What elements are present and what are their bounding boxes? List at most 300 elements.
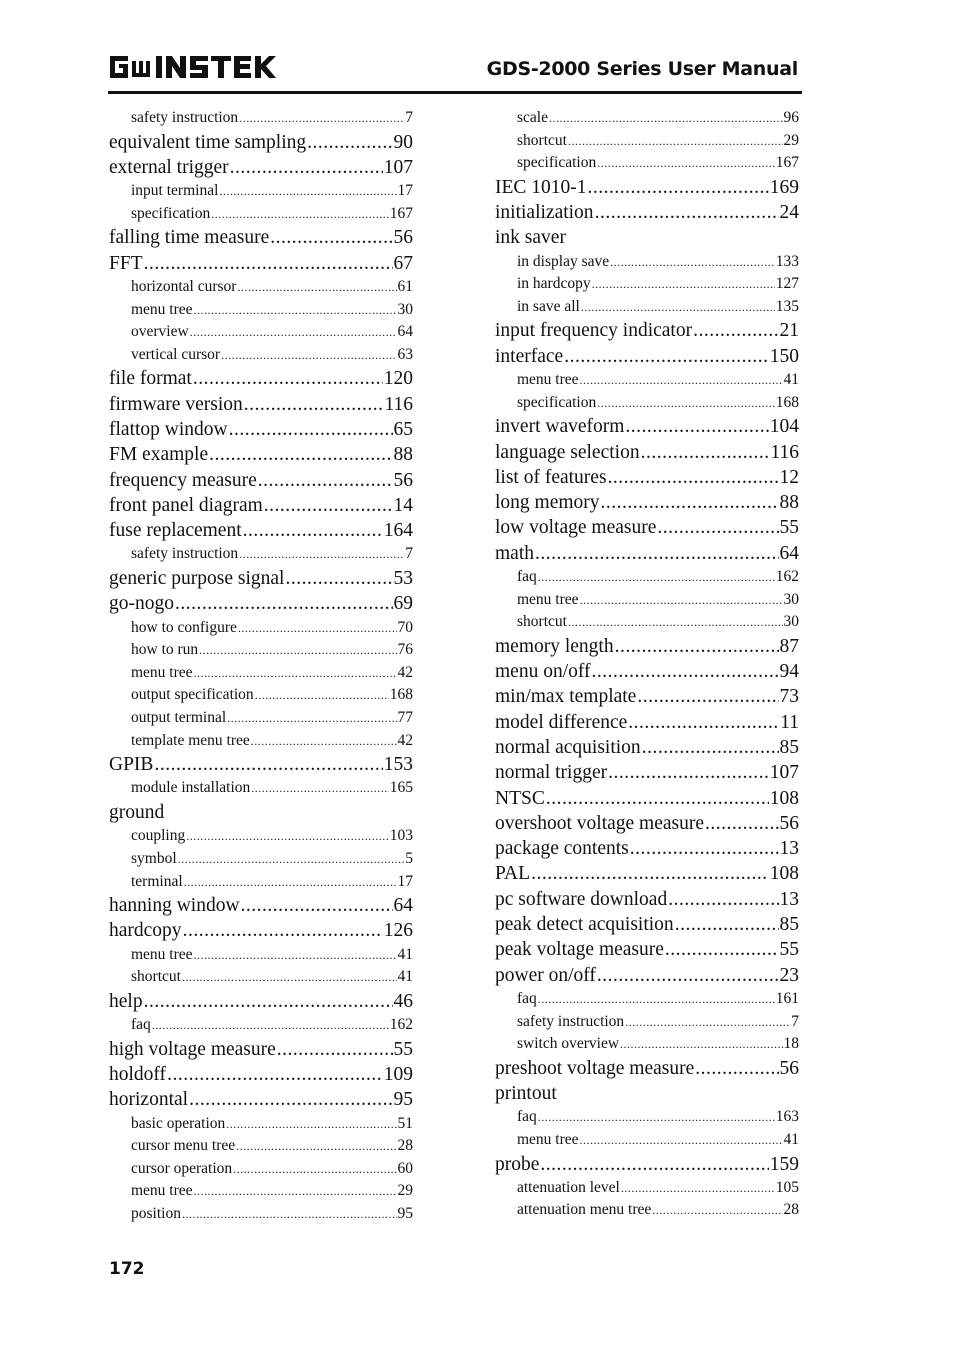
dot-leader	[568, 130, 783, 153]
index-page-number: 7	[791, 1012, 799, 1030]
index-term: output terminal	[131, 708, 227, 726]
index-term: go-nogo	[109, 593, 174, 615]
index-entry	[495, 912, 799, 937]
dot-leader	[236, 1135, 396, 1158]
index-subentry	[495, 1129, 799, 1152]
index-column-left	[109, 107, 413, 1226]
index-page-number: 41	[397, 968, 413, 986]
index-term: invert waveform	[495, 416, 625, 438]
dot-leader	[615, 634, 779, 659]
dot-leader	[657, 515, 778, 540]
index-term: model difference	[495, 711, 628, 733]
dot-leader	[601, 490, 779, 515]
index-term: coupling	[131, 827, 186, 845]
index-entry	[495, 1152, 799, 1177]
index-subentry	[495, 589, 799, 612]
index-term: specification	[131, 204, 211, 222]
index-subentry	[109, 825, 413, 848]
index-entry	[109, 493, 413, 518]
index-entry	[109, 1037, 413, 1062]
dot-leader	[230, 155, 383, 180]
index-page-number: 120	[383, 368, 413, 390]
index-term: menu tree	[517, 1130, 579, 1148]
index-term: FFT	[109, 252, 143, 274]
index-term: how to configure	[131, 618, 237, 636]
index-page-number: 53	[393, 568, 413, 590]
index-subentry	[109, 543, 413, 566]
dot-leader	[531, 861, 769, 886]
index-term: overshoot voltage measure	[495, 812, 705, 834]
index-term: scale	[517, 109, 548, 126]
index-page-number: 150	[769, 345, 799, 367]
index-page-number: 108	[769, 863, 799, 885]
index-term: package contents	[495, 838, 629, 860]
dot-leader	[595, 200, 779, 225]
index-subentry	[495, 369, 799, 392]
index-page-number: 95	[393, 1089, 413, 1111]
dot-leader	[285, 566, 392, 591]
index-page-number: 69	[393, 593, 413, 615]
dot-leader	[642, 735, 779, 760]
dot-leader	[693, 318, 778, 343]
index-term: safety instruction	[131, 109, 239, 126]
index-subentry	[109, 1014, 413, 1037]
index-column-right	[495, 107, 799, 1222]
index-entry	[495, 659, 799, 684]
index-subentry	[109, 203, 413, 226]
index-entry	[495, 760, 799, 785]
index-term: template menu tree	[131, 731, 250, 749]
index-page-number: 85	[779, 914, 799, 936]
index-term: cursor operation	[131, 1159, 233, 1177]
index-term: equivalent time sampling	[109, 131, 307, 153]
index-entry	[495, 710, 799, 735]
index-entry	[495, 861, 799, 886]
index-page-number: 60	[397, 1159, 413, 1177]
index-term: menu tree	[517, 371, 579, 389]
dot-leader	[665, 937, 779, 962]
dot-leader	[239, 543, 404, 566]
index-page-number: 116	[770, 441, 799, 463]
index-term: hanning window	[109, 895, 240, 917]
dot-leader	[592, 659, 779, 684]
index-page-number: 17	[397, 182, 413, 200]
index-entry	[495, 1081, 799, 1106]
dot-leader	[270, 225, 392, 250]
index-subentry	[109, 344, 413, 367]
index-page-number: 30	[397, 300, 413, 318]
index-page-number: 87	[779, 635, 799, 657]
dot-leader	[540, 1152, 768, 1177]
dot-leader	[546, 786, 769, 811]
dot-leader	[194, 944, 397, 967]
index-term: language selection	[495, 441, 640, 463]
index-subentry	[109, 730, 413, 753]
index-term: FM example	[109, 444, 209, 466]
index-subentry	[495, 273, 799, 296]
index-page-number: 95	[397, 1205, 413, 1223]
dot-leader	[625, 414, 768, 439]
index-subentry	[109, 617, 413, 640]
index-page-number: 56	[393, 469, 413, 491]
index-page-number: 88	[779, 492, 799, 514]
index-subentry	[495, 566, 799, 589]
index-subentry	[109, 1135, 413, 1158]
dot-leader	[641, 440, 770, 465]
dot-leader	[695, 1056, 778, 1081]
index-page-number: 56	[779, 812, 799, 834]
index-term: hardcopy	[109, 920, 182, 942]
dot-leader	[588, 175, 769, 200]
dot-leader	[538, 988, 775, 1011]
index-entry	[495, 684, 799, 709]
index-entry	[109, 225, 413, 250]
index-term: ground	[109, 802, 165, 824]
index-entry	[109, 392, 413, 417]
index-term: position	[131, 1205, 181, 1223]
dot-leader	[243, 518, 383, 543]
index-subentry	[495, 130, 799, 153]
index-term: falling time measure	[109, 227, 270, 249]
index-subentry	[109, 1180, 413, 1203]
index-term: high voltage measure	[109, 1038, 276, 1060]
index-page-number: 96	[783, 109, 799, 126]
dot-leader	[178, 848, 405, 871]
dot-leader	[608, 760, 769, 785]
index-subentry	[109, 777, 413, 800]
index-term: horizontal cursor	[131, 277, 237, 295]
index-entry	[495, 735, 799, 760]
index-entry	[495, 200, 799, 225]
index-page-number: 55	[779, 517, 799, 539]
index-term: input frequency indicator	[495, 320, 693, 342]
dot-leader	[255, 684, 389, 707]
index-term: attenuation level	[517, 1178, 620, 1196]
index-page-number: 41	[783, 371, 799, 389]
index-page-number: 41	[783, 1130, 799, 1148]
dot-leader	[244, 392, 384, 417]
dot-leader	[637, 684, 778, 709]
index-term: holdoff	[109, 1064, 167, 1086]
dot-leader	[184, 871, 397, 894]
index-page-number: 153	[383, 754, 413, 776]
index-page-number: 169	[769, 176, 799, 198]
index-term: peak detect acquisition	[495, 914, 674, 936]
index-subentry	[109, 684, 413, 707]
index-page-number: 51	[397, 1114, 413, 1132]
dot-leader	[175, 591, 393, 616]
index-page-number: 56	[779, 1057, 799, 1079]
dot-leader	[668, 887, 778, 912]
index-entry	[109, 366, 413, 391]
index-entry	[109, 1062, 413, 1087]
index-entry	[109, 989, 413, 1014]
index-subentry	[109, 1203, 413, 1226]
index-term: flattop window	[109, 418, 228, 440]
index-term: faq	[517, 568, 537, 586]
index-term: list of features	[495, 466, 607, 488]
index-term: switch overview	[517, 1035, 620, 1053]
dot-leader	[597, 152, 775, 175]
index-term: safety instruction	[131, 545, 239, 563]
index-page-number: 28	[397, 1137, 413, 1155]
index-entry	[109, 566, 413, 591]
dot-leader	[152, 1014, 389, 1037]
index-page-number: 109	[383, 1064, 413, 1086]
index-term: firmware version	[109, 393, 243, 415]
index-term: front panel diagram	[109, 494, 263, 516]
index-subentry	[109, 848, 413, 871]
index-term: long memory	[495, 492, 600, 514]
dot-leader	[227, 707, 396, 730]
index-term: external trigger	[109, 156, 229, 178]
index-term: overview	[131, 323, 189, 341]
index-subentry	[495, 1106, 799, 1129]
index-term: peak voltage measure	[495, 939, 664, 961]
index-page-number: 41	[397, 945, 413, 963]
dot-leader	[597, 392, 775, 415]
index-term: shortcut	[131, 968, 181, 986]
index-page-number: 7	[405, 545, 413, 563]
index-page-number: 56	[393, 227, 413, 249]
index-page-number: 85	[779, 736, 799, 758]
dot-leader	[167, 1062, 383, 1087]
index-page-number: 108	[769, 787, 799, 809]
index-page-number: 76	[397, 641, 413, 659]
index-term: symbol	[131, 849, 177, 867]
index-entry	[495, 811, 799, 836]
dot-leader	[621, 1177, 775, 1200]
dot-leader	[211, 203, 389, 226]
index-term: ink saver	[495, 227, 566, 249]
index-term: menu tree	[131, 663, 193, 681]
index-subentry	[495, 296, 799, 319]
dot-leader	[154, 752, 382, 777]
index-page-number: 168	[775, 393, 799, 411]
index-page-number: 11	[780, 711, 799, 733]
dot-leader	[277, 1037, 393, 1062]
index-entry	[495, 414, 799, 439]
index-term: attenuation menu tree	[517, 1201, 652, 1219]
dot-leader	[233, 1158, 396, 1181]
index-page-number: 103	[389, 827, 413, 845]
index-entry	[109, 893, 413, 918]
index-term: in save all	[517, 297, 580, 315]
index-entry	[109, 251, 413, 276]
index-page-number: 163	[775, 1108, 799, 1126]
dot-leader	[258, 468, 393, 493]
index-page-number: 65	[393, 418, 413, 440]
index-entry	[495, 1056, 799, 1081]
index-page-number: 63	[397, 345, 413, 363]
index-term: terminal	[131, 872, 183, 890]
index-entry	[495, 318, 799, 343]
index-page-number: 159	[769, 1153, 799, 1175]
index-page-number: 64	[779, 542, 799, 564]
index-page-number: 107	[383, 156, 413, 178]
index-page-number: 107	[769, 762, 799, 784]
index-entry	[495, 937, 799, 962]
index-subentry	[109, 871, 413, 894]
index-subentry	[495, 107, 799, 130]
index-entry	[495, 836, 799, 861]
index-entry	[109, 1087, 413, 1112]
dot-leader	[182, 966, 397, 989]
index-entry	[495, 634, 799, 659]
index-page-number: 24	[779, 202, 799, 224]
dot-leader	[239, 107, 404, 130]
index-term: menu on/off	[495, 661, 591, 683]
index-page-number: 7	[405, 109, 413, 126]
index-subentry	[109, 707, 413, 730]
index-subentry	[495, 152, 799, 175]
index-subentry	[495, 1177, 799, 1200]
index-page-number: 167	[775, 154, 799, 172]
index-subentry	[495, 611, 799, 634]
index-subentry	[109, 1158, 413, 1181]
index-page-number: 70	[397, 618, 413, 636]
index-term: shortcut	[517, 131, 567, 149]
dot-leader	[189, 1087, 392, 1112]
index-page-number: 90	[393, 131, 413, 153]
dot-leader	[652, 1199, 782, 1222]
index-page-number: 161	[775, 989, 799, 1007]
dot-leader	[209, 442, 392, 467]
index-entry	[109, 130, 413, 155]
index-entry	[109, 442, 413, 467]
dot-leader	[241, 893, 393, 918]
index-term: how to run	[131, 641, 199, 659]
index-term: module installation	[131, 779, 251, 797]
dot-leader	[564, 344, 769, 369]
dot-leader	[190, 321, 397, 344]
dot-leader	[193, 366, 383, 391]
dot-leader	[580, 369, 783, 392]
dot-leader	[186, 825, 389, 848]
dot-leader	[182, 1203, 397, 1226]
index-subentry	[495, 1033, 799, 1056]
index-subentry	[109, 966, 413, 989]
index-page-number: 14	[393, 494, 413, 516]
index-term: vertical cursor	[131, 345, 221, 363]
dot-leader	[226, 1113, 396, 1136]
index-subentry	[109, 321, 413, 344]
brand-logo	[108, 52, 280, 82]
index-page-number: 104	[769, 416, 799, 438]
index-page-number: 94	[779, 661, 799, 683]
index-term: IEC 1010-1	[495, 176, 587, 198]
index-entry	[109, 918, 413, 943]
index-entry	[109, 800, 413, 825]
index-term: specification	[517, 154, 597, 172]
index-term: preshoot voltage measure	[495, 1057, 695, 1079]
manual-title: GDS-2000 Series User Manual	[486, 58, 798, 80]
index-page-number: 61	[397, 277, 413, 295]
index-entry	[109, 468, 413, 493]
index-page-number: 13	[779, 838, 799, 860]
index-page-number: 127	[775, 275, 799, 293]
index-subentry	[495, 251, 799, 274]
dot-leader	[238, 617, 397, 640]
dot-leader	[620, 1033, 782, 1056]
index-entry	[495, 175, 799, 200]
index-entry	[495, 887, 799, 912]
index-entry	[109, 155, 413, 180]
index-page-number: 42	[397, 731, 413, 749]
index-term: shortcut	[517, 613, 567, 631]
index-term: faq	[131, 1016, 151, 1034]
index-term: pc software download	[495, 888, 668, 910]
dot-leader	[219, 180, 396, 203]
index-term: GPIB	[109, 754, 154, 776]
index-term: input terminal	[131, 182, 219, 200]
index-entry	[495, 465, 799, 490]
dot-leader	[608, 465, 779, 490]
index-page-number: 42	[397, 663, 413, 681]
index-page-number: 29	[397, 1182, 413, 1200]
index-page-number: 55	[779, 939, 799, 961]
dot-leader	[581, 296, 775, 319]
index-subentry	[109, 662, 413, 685]
dot-leader	[251, 777, 389, 800]
index-entry	[109, 417, 413, 442]
index-subentry	[109, 180, 413, 203]
index-page-number: 133	[775, 252, 799, 270]
index-page-number: 23	[779, 964, 799, 986]
index-subentry	[495, 1199, 799, 1222]
index-term: in display save	[517, 252, 610, 270]
index-term: normal trigger	[495, 762, 608, 784]
index-subentry	[109, 639, 413, 662]
index-subentry	[495, 988, 799, 1011]
index-page-number: 13	[779, 888, 799, 910]
index-page-number: 28	[783, 1201, 799, 1219]
index-subentry	[109, 1113, 413, 1136]
dot-leader	[597, 963, 779, 988]
index-term: safety instruction	[517, 1012, 625, 1030]
dot-leader	[251, 730, 397, 753]
index-page-number: 167	[389, 204, 413, 222]
index-term: frequency measure	[109, 469, 257, 491]
index-term: low voltage measure	[495, 517, 657, 539]
dot-leader	[144, 251, 393, 276]
index-subentry	[109, 944, 413, 967]
index-page-number: 165	[389, 779, 413, 797]
index-page-number: 162	[775, 568, 799, 586]
index-page-number: 105	[775, 1178, 799, 1196]
index-entry	[495, 541, 799, 566]
index-term: normal acquisition	[495, 736, 641, 758]
dot-leader	[307, 130, 392, 155]
index-term: help	[109, 990, 143, 1012]
index-term: probe	[495, 1153, 540, 1175]
dot-leader	[580, 1129, 783, 1152]
index-entry	[495, 225, 799, 250]
index-term: menu tree	[131, 1182, 193, 1200]
dot-leader	[194, 1180, 397, 1203]
page-number: 172	[109, 1259, 145, 1279]
index-term: NTSC	[495, 787, 545, 809]
index-term: fuse replacement	[109, 520, 242, 542]
dot-leader	[221, 344, 396, 367]
index-term: printout	[495, 1083, 557, 1105]
index-page-number: 55	[393, 1038, 413, 1060]
dot-leader	[199, 639, 396, 662]
index-term: menu tree	[517, 590, 579, 608]
index-page-number: 64	[397, 323, 413, 341]
index-page-number: 116	[384, 393, 413, 415]
index-page-number: 77	[397, 708, 413, 726]
